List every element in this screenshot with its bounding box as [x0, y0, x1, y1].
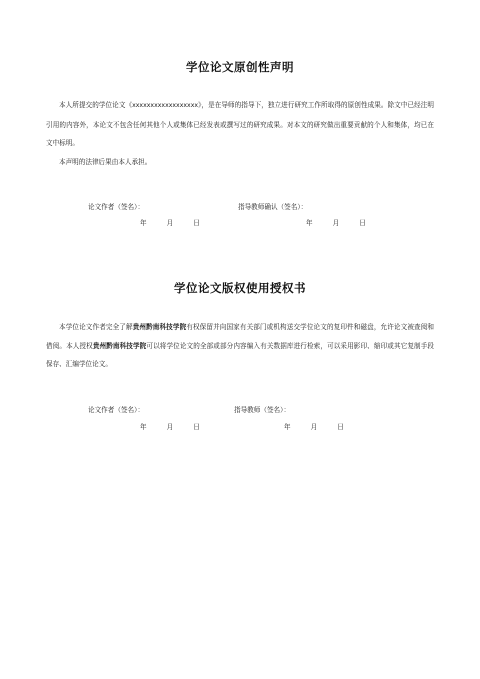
authorization-author-signature-label: 论文作者（签名）：	[88, 406, 145, 414]
authorization-advisor-signature-label: 指导教师（签名）：	[234, 406, 291, 414]
year-label: 年	[140, 423, 147, 431]
year-label: 年	[306, 219, 313, 227]
day-label: 日	[359, 219, 366, 227]
declaration-advisor-signature-label: 指导教师确认（签名）：	[238, 203, 308, 211]
authorization-advisor-date	[284, 421, 344, 431]
school-name: 贵州黔南科技学院	[92, 341, 147, 350]
day-label: 日	[193, 219, 200, 227]
declaration-body	[46, 96, 434, 171]
month-label: 月	[310, 423, 318, 431]
school-name: 贵州黔南科技学院	[132, 323, 187, 331]
declaration-advisor-date	[306, 217, 366, 227]
day-label: 日	[193, 423, 200, 431]
thesis-title-placeholder: xxxxxxxxxxxxxxxxxx	[132, 102, 199, 109]
declaration-author-date	[140, 217, 200, 227]
declaration-title: 学位论文原创性声明	[186, 60, 294, 74]
declaration-author-signature-label: 论文作者（签名）：	[88, 203, 145, 211]
authorization-body	[46, 318, 434, 374]
declaration-text-before: 本人所提交的学位论文《	[59, 101, 133, 109]
month-label: 月	[332, 219, 340, 227]
year-label: 年	[284, 423, 291, 431]
authorization-title: 学位论文版权使用授权书	[174, 281, 306, 295]
day-label: 日	[337, 423, 344, 431]
authorization-author-date	[140, 421, 200, 431]
year-label: 年	[140, 219, 147, 227]
declaration-paragraph-2: 本声明的法律后果由本人承担。	[59, 157, 152, 166]
authorization-text-2: 有权保留并向国家有关部门或机构送交学位论文的复印件和磁盘，允许论文被查阅和借阅。本人授权	[46, 323, 435, 350]
month-label: 月	[166, 423, 174, 431]
authorization-paragraph	[46, 318, 434, 374]
month-label: 月	[166, 219, 174, 227]
authorization-text-1: 本学位论文作者完全了解	[59, 323, 133, 331]
declaration-text-after: 》，是在导师的指导下，独立进行研究工作所取得的原创性成果。除文中已经注明引用的内容外，本论文不包含任何其他个人或集体已经发表或撰写过的研究成果。对本文的研究做出重要贡献的个人和集体，均已在文中标明。	[46, 101, 434, 147]
authorization-text-3: 可以将学位论文的全部或部分内容编入有关数据库进行检索，可以采用影印、缩印或其它复制手段保存、汇编学位论文。	[46, 341, 435, 368]
declaration-paragraph-1	[46, 96, 434, 153]
